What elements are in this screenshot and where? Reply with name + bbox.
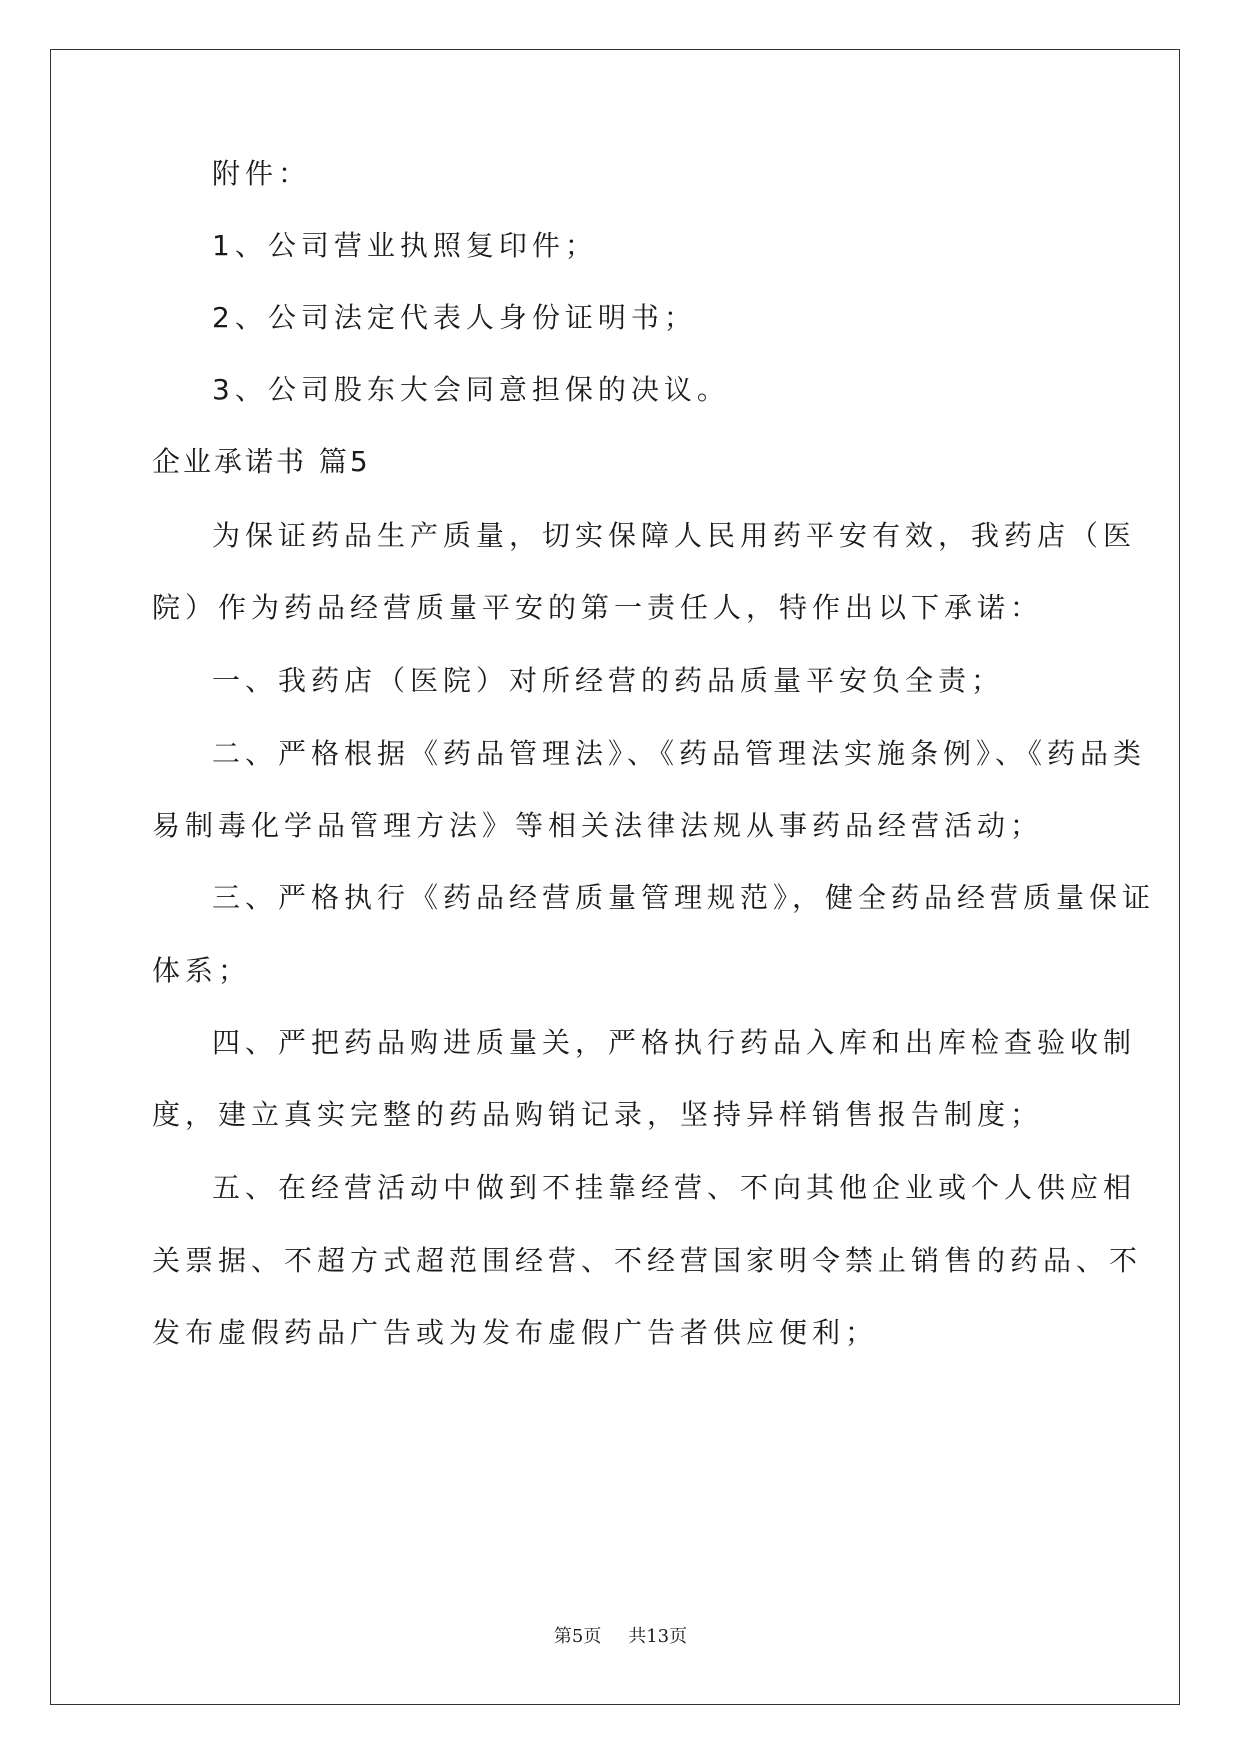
page-number: 第5页 bbox=[553, 1626, 602, 1647]
paragraph-line: 三、严格执行《药品经营质量管理规范》，健全药品经营质量保证 bbox=[212, 881, 1156, 914]
paragraph-line: 院）作为药品经营质量平安的第一责任人，特作出以下承诺： bbox=[152, 591, 1044, 624]
paragraph-line: 五、在经营活动中做到不挂靠经营、不向其他企业或个人供应相 bbox=[212, 1171, 1137, 1204]
paragraph-line: 度，建立真实完整的药品购销记录，坚持异样销售报告制度； bbox=[152, 1098, 1044, 1131]
paragraph-line: 一、我药店（医院）对所经营的药品质量平安负全责； bbox=[212, 664, 1005, 697]
paragraph-line: 发布虚假药品广告或为发布虚假广告者供应便利； bbox=[152, 1316, 879, 1349]
section-heading: 企业承诺书 篇5 bbox=[152, 445, 371, 478]
attachments-title: 附件： bbox=[212, 157, 312, 190]
paragraph-line: 为保证药品生产质量，切实保障人民用药平安有效，我药店（医 bbox=[212, 519, 1137, 552]
paragraph-line: 易制毒化学品管理方法》等相关法律法规从事药品经营活动； bbox=[152, 809, 1044, 842]
attachment-item: 1、公司营业执照复印件； bbox=[212, 229, 598, 262]
paragraph-line: 关票据、不超方式超范围经营、不经营国家明令禁止销售的药品、不 bbox=[152, 1244, 1143, 1277]
attachment-item: 2、公司法定代表人身份证明书； bbox=[212, 301, 697, 334]
page-footer bbox=[0, 1625, 1241, 1649]
page-total: 共13页 bbox=[628, 1626, 688, 1647]
paragraph-line: 体系； bbox=[152, 954, 252, 987]
paragraph-line: 四、严把药品购进质量关，严格执行药品入库和出库检查验收制 bbox=[212, 1026, 1137, 1059]
paragraph-line: 二、严格根据《药品管理法》、《药品管理法实施条例》、《药品类 bbox=[212, 737, 1147, 770]
attachment-item: 3、公司股东大会同意担保的决议。 bbox=[212, 373, 730, 406]
